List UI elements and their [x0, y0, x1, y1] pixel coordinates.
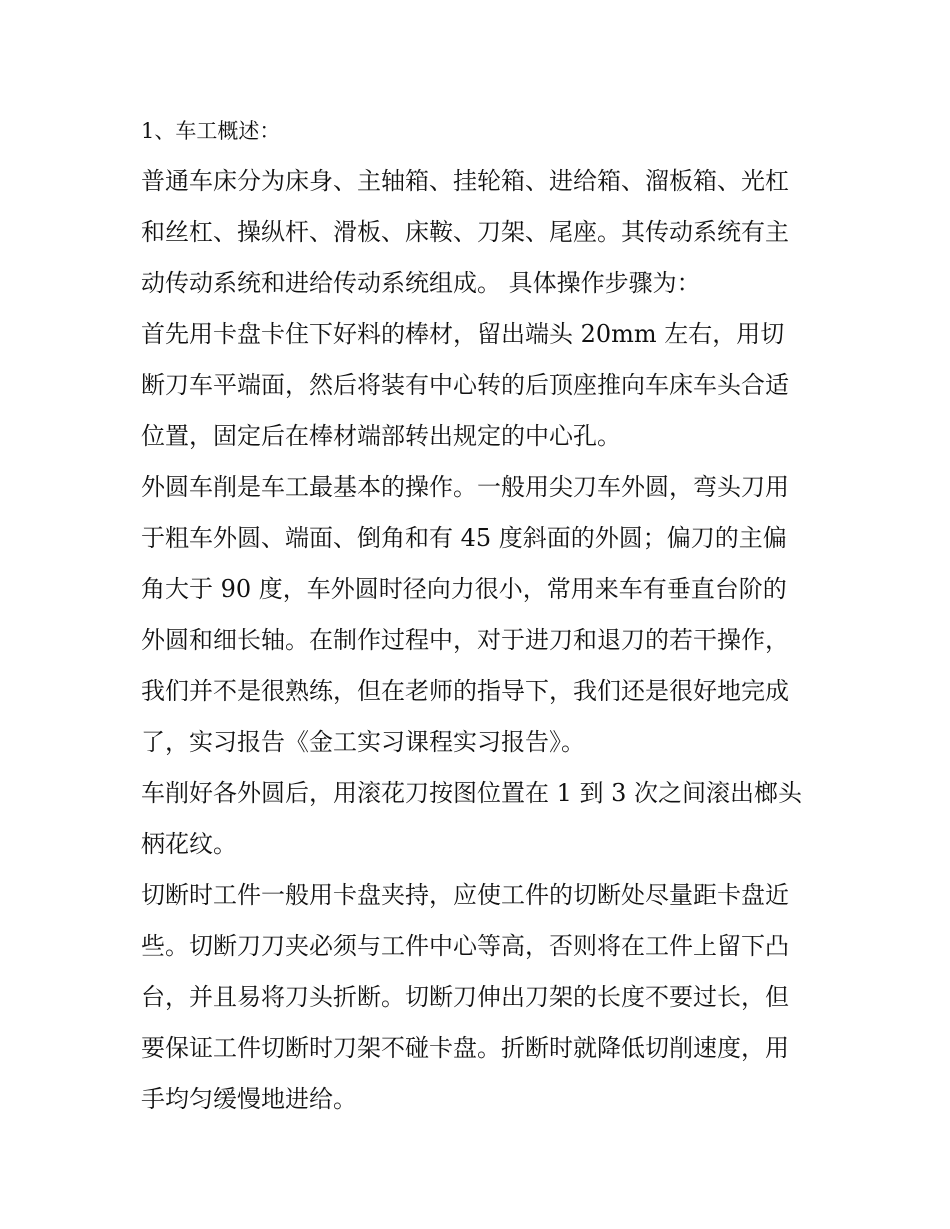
text-line: 于粗车外圆、端面、倒角和有 45 度斜面的外圆；偏刀的主偏	[141, 524, 787, 552]
text-line: 和丝杠、操纵杆、滑板、床鞍、刀架、尾座。其传动系统有主	[141, 218, 789, 246]
text-line: 台，并且易将刀头折断。切断刀伸出刀架的长度不要过长，但	[141, 983, 789, 1011]
text-line: 动传动系统和进给传动系统组成。 具体操作步骤为：	[141, 269, 701, 297]
text-line: 首先用卡盘卡住下好料的棒材，留出端头 20mm 左右，用切	[141, 320, 785, 348]
text-line: 了，实习报告《金工实习课程实习报告》。	[141, 728, 585, 756]
text-line: 普通车床分为床身、主轴箱、挂轮箱、进给箱、溜板箱、光杠	[141, 167, 789, 195]
text-line: 我们并不是很熟练，但在老师的指导下，我们还是很好地完成	[141, 677, 789, 705]
text-line: 切断时工件一般用卡盘夹持，应使工件的切断处尽量距卡盘近	[141, 881, 789, 909]
text-line: 车削好各外圆后，用滚花刀按图位置在 1 到 3 次之间滚出榔头	[141, 779, 803, 807]
text-line: 些。切断刀刀夹必须与工件中心等高，否则将在工件上留下凸	[141, 932, 789, 960]
text-line: 手均匀缓慢地进给。	[141, 1085, 357, 1113]
section-heading: 1、车工概述：	[141, 119, 281, 143]
text-line: 角大于 90 度，车外圆时径向力很小，常用来车有垂直台阶的	[141, 575, 787, 603]
text-line: 位置，固定后在棒材端部转出规定的中心孔。	[141, 422, 621, 450]
text-line: 外圆车削是车工最基本的操作。一般用尖刀车外圆，弯头刀用	[141, 473, 789, 501]
text-line: 柄花纹。	[141, 830, 237, 858]
text-line: 外圆和细长轴。在制作过程中，对于进刀和退刀的若干操作，	[141, 626, 789, 654]
text-line: 断刀车平端面，然后将装有中心转的后顶座推向车床车头合适	[141, 371, 789, 399]
text-line: 要保证工件切断时刀架不碰卡盘。折断时就降低切削速度，用	[141, 1034, 789, 1062]
